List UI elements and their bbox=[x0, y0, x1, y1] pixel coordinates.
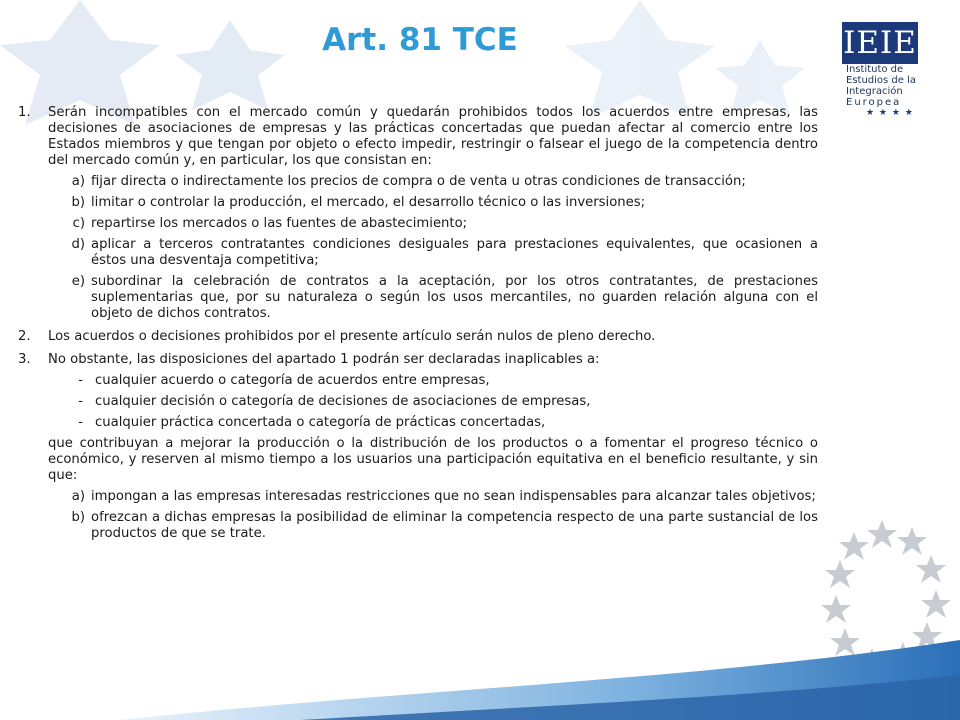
article-item-3 bbox=[18, 352, 818, 542]
logo-stars-icon: ★ ★ ★ ★ bbox=[866, 108, 914, 118]
sub-item bbox=[48, 174, 818, 190]
sub-item bbox=[48, 216, 818, 232]
sub-text: limitar o controlar la producción, el mercado, el desarrollo técnico o las inversiones; bbox=[91, 195, 646, 210]
sub-label: c) bbox=[72, 216, 85, 231]
sub-item bbox=[48, 237, 818, 269]
article-content bbox=[18, 105, 818, 542]
article-item-1 bbox=[18, 105, 818, 322]
logo-line-4: Europea bbox=[846, 97, 902, 108]
item-number: 2. bbox=[18, 329, 31, 344]
sub-text: fijar directa o indirectamente los precios de compra o de venta u otras condiciones de transacción; bbox=[91, 174, 746, 189]
ieie-logo bbox=[842, 22, 922, 118]
dash-text: cualquier acuerdo o categoría de acuerdos entre empresas, bbox=[95, 373, 490, 388]
item-text: Serán incompatibles con el mercado común y quedarán prohibidos todos los acuerdos entre empresas, las decisiones de asociaciones de empresas y las prácticas concertadas que puedan afectar al comercio entre los Estados miembros y que tengan por objeto o efecto impedir, restringir o falsear el juego de la competencia dentro del mercado común y, en particular, los que consistan en: bbox=[48, 105, 818, 168]
sub-item bbox=[48, 274, 818, 322]
logo-acronym: IEIE bbox=[842, 22, 918, 64]
continuation-text: que contribuyan a mejorar la producción o la distribución de los productos o a fomentar el progreso técnico o económico, y reserven al mismo tiempo a los usuarios una participación equitativa en el beneficio resultante, y sin que: bbox=[48, 436, 818, 483]
dash-item bbox=[48, 415, 818, 431]
item-number: 3. bbox=[18, 352, 31, 367]
sub-label: b) bbox=[71, 195, 85, 210]
sub-label: d) bbox=[71, 237, 85, 252]
dash-text: cualquier práctica concertada o categoría de prácticas concertadas, bbox=[95, 415, 546, 430]
item-text: No obstante, las disposiciones del apartado 1 podrán ser declaradas inaplicables a: bbox=[48, 352, 600, 367]
logo-line-3: Integración bbox=[846, 86, 903, 97]
dash-item bbox=[48, 373, 818, 389]
logo-line-1: Instituto de bbox=[846, 64, 904, 75]
dash-label: - bbox=[78, 394, 83, 409]
sub-text: aplicar a terceros contratantes condiciones desiguales para prestaciones equivalentes, que ocasionen a éstos una desventaja competitiva; bbox=[91, 237, 818, 268]
sub-label: a) bbox=[71, 174, 85, 189]
dash-label: - bbox=[78, 373, 83, 388]
dash-item bbox=[48, 394, 818, 410]
sub-item bbox=[48, 489, 818, 505]
sub-text: ofrezcan a dichas empresas la posibilidad de eliminar la competencia respecto de una parte sustancial de los productos de que se trate. bbox=[91, 510, 818, 541]
sub-label: e) bbox=[71, 274, 85, 289]
dash-text: cualquier decisión o categoría de decisiones de asociaciones de empresas, bbox=[95, 394, 591, 409]
dash-label: - bbox=[78, 415, 83, 430]
sub-label: b) bbox=[71, 510, 85, 525]
sub-text: subordinar la celebración de contratos a la aceptación, por los otros contratantes, de prestaciones suplementarias que, por su naturaleza o según los usos mercantiles, no guarden relación alguna con el objeto de dichos contratos. bbox=[91, 274, 818, 321]
page-title: Art. 81 TCE bbox=[322, 22, 518, 58]
sub-text: repartirse los mercados o las fuentes de abastecimiento; bbox=[91, 216, 468, 231]
sub-item bbox=[48, 195, 818, 211]
sub-label: a) bbox=[71, 489, 85, 504]
faint-star-icon bbox=[565, 0, 805, 118]
item-number: 1. bbox=[18, 105, 31, 120]
article-item-2 bbox=[18, 329, 818, 345]
logo-line-2: Estudios de la bbox=[846, 75, 917, 86]
sub-text: impongan a las empresas interesadas restricciones que no sean indispensables para alcanzar tales objetivos; bbox=[91, 489, 816, 504]
sub-item bbox=[48, 510, 818, 542]
item-text: Los acuerdos o decisiones prohibidos por el presente artículo serán nulos de pleno derecho. bbox=[48, 329, 656, 344]
